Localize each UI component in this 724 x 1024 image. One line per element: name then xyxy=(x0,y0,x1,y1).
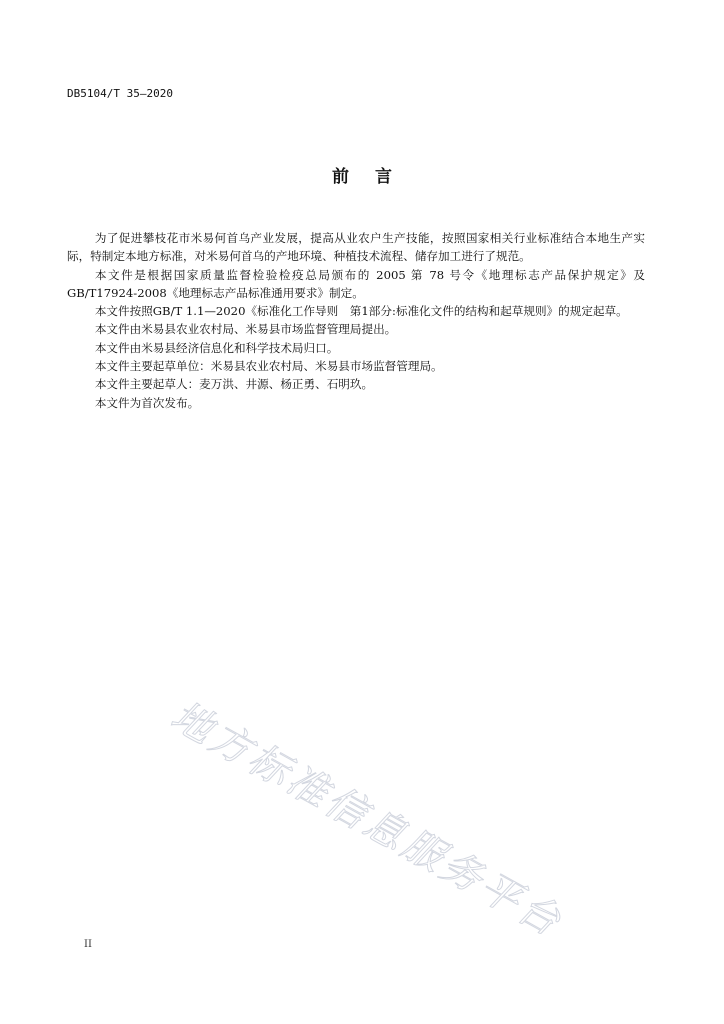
paragraph-proposer: 本文件由米易县农业农村局、米易县市场监督管理局提出。 xyxy=(94,322,397,337)
paragraph-basis: 本文件是根据国家质量监督检验检疫总局颁布的 2005 第 78 号令《地理标志产品保护规定》及GB/T17924-2008《地理标志产品标准通用要求》制定。 xyxy=(67,267,645,300)
foreword-body xyxy=(67,229,645,412)
page-number: II xyxy=(84,939,92,950)
paragraph-drafting-rules: 本文件按照GB/T 1.1—2020《标准化工作导则 第1部分:标准化文件的结构和起草规则》的规定起草。 xyxy=(94,304,628,319)
page-title: 前言 xyxy=(332,167,418,187)
watermark-text: 地方标准信息服务平台 xyxy=(163,692,571,947)
paragraph-drafting-units: 本文件主要起草单位：米易县农业农村局、米易县市场监督管理局。 xyxy=(94,359,443,374)
document-code: DB5104/T 35—2020 xyxy=(67,87,173,100)
paragraph-administrator: 本文件由米易县经济信息化和科学技术局归口。 xyxy=(94,340,339,355)
paragraph-drafters: 本文件主要起草人：麦万洪、井源、杨正勇、石明玖。 xyxy=(94,377,374,392)
paragraph-first-release: 本文件为首次发布。 xyxy=(94,395,200,410)
paragraph-purpose: 为了促进攀枝花市米易何首乌产业发展，提高从业农户生产技能，按照国家相关行业标准结合本地生产实际，特制定本地方标准，对米易何首乌的产地环境、种植技术流程、储存加工进行了规范。 xyxy=(67,231,645,264)
